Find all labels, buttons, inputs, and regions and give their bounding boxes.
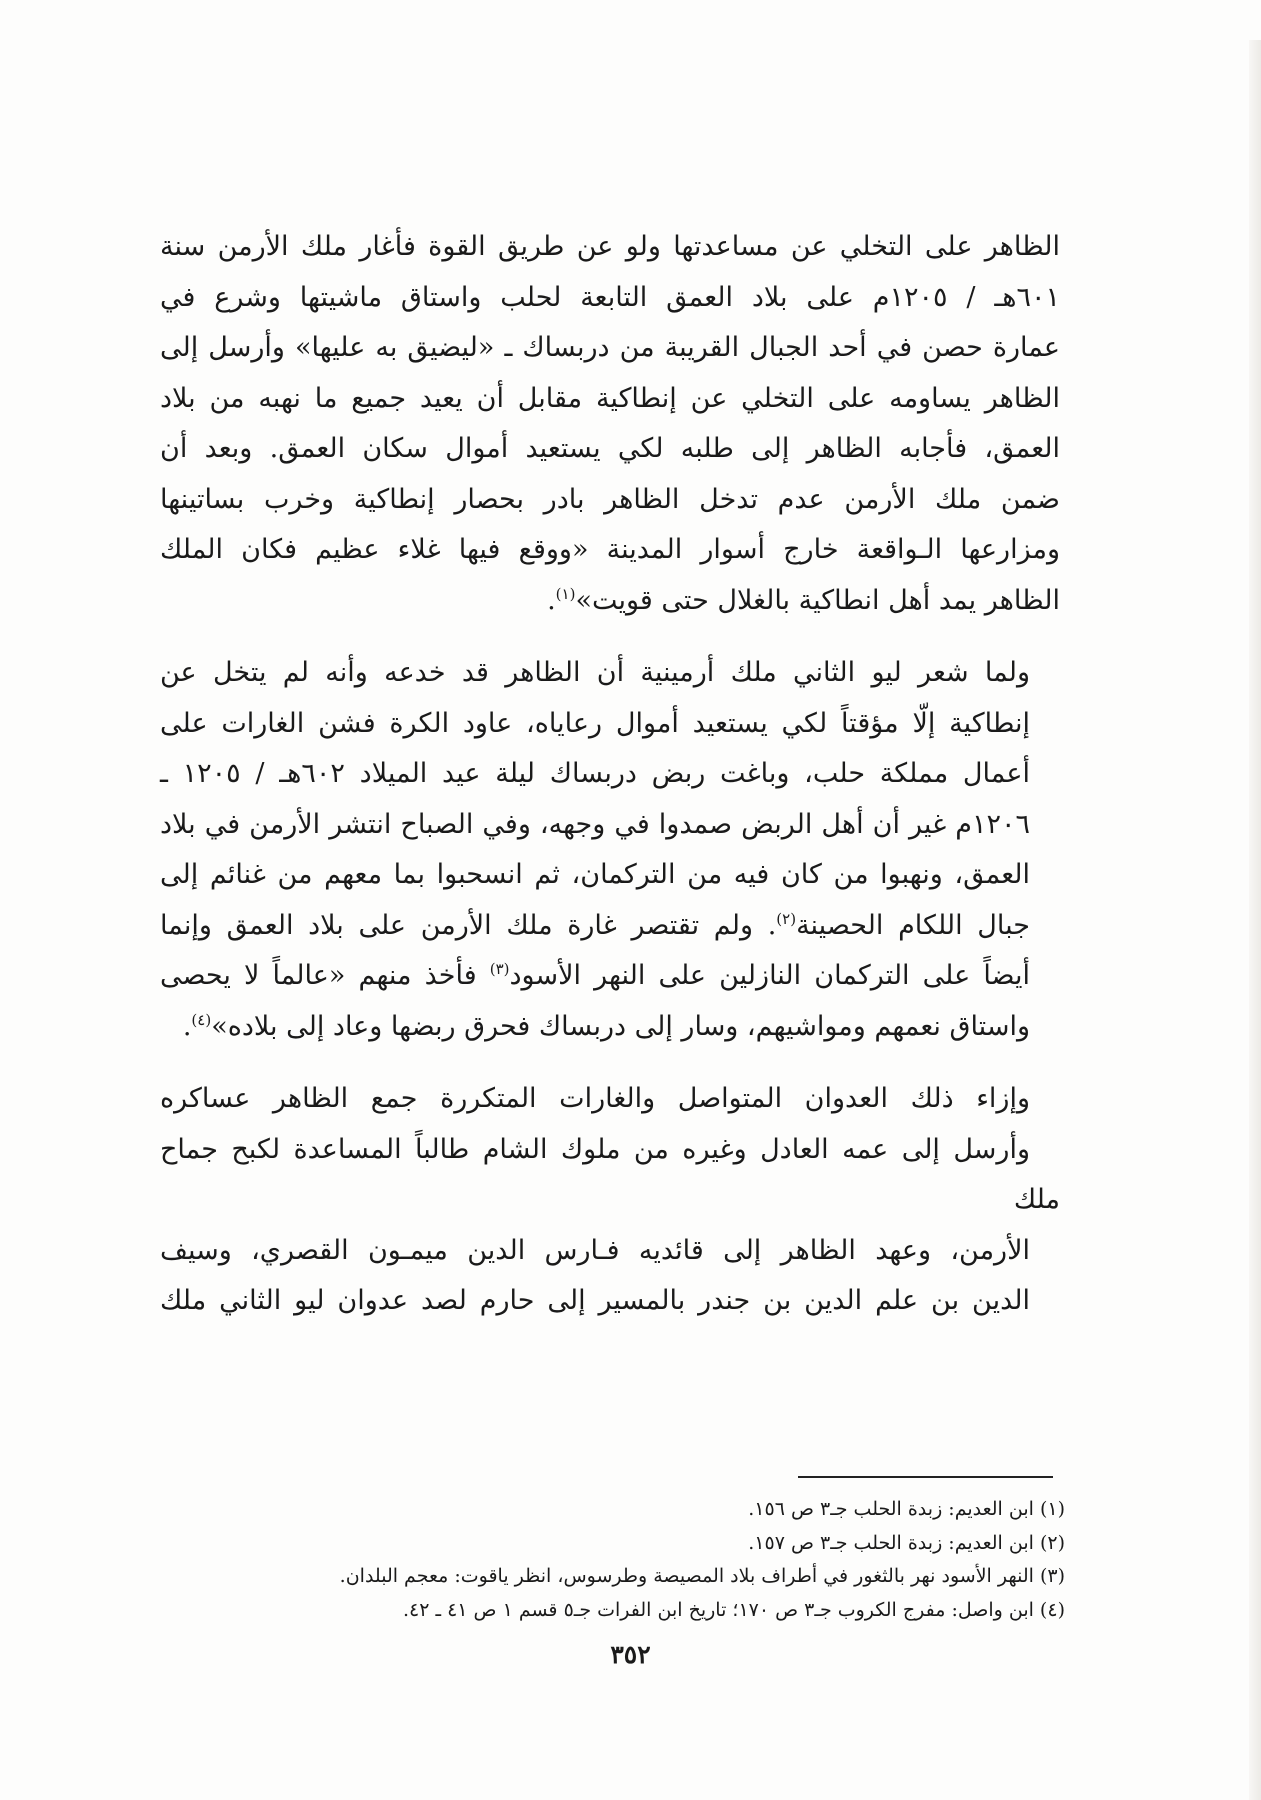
text-segment: . [182, 1010, 192, 1042]
text-line [160, 576, 1060, 627]
text-segment: جبال اللكام الحصينة [796, 909, 1030, 941]
paragraph-3 [160, 1074, 1060, 1327]
paragraph-2 [160, 648, 1060, 1052]
footnote-ref-1[interactable]: (١) [555, 584, 576, 603]
text-line: العمق، ونهبوا من كان فيه من التركمان، ثم انسحبوا بما معهم من غنائم إلى [160, 859, 1030, 890]
text-line: ٦٠١هـ / ١٢٠٥م على بلاد العمق التابعة لحلب واستاق ماشيتها وشرع في [160, 281, 1060, 313]
text-segment: فأخذ منهم «عالماً لا يحصى [160, 960, 490, 991]
footnote-divider [798, 1476, 1053, 1478]
footnote-ref-3[interactable]: (٣) [489, 960, 510, 978]
text-segment: . ولم تقتصر غارة ملك الأرمن على بلاد العمق وإنما [160, 909, 777, 941]
text-line [160, 1002, 1060, 1053]
text-line: إنطاكية إلّا مؤقتاً لكي يستعيد أموال رعاياه، عاود الكرة فشن الغارات على [160, 707, 1030, 739]
text-line: وإزاء ذلك العدوان المتواصل والغارات المتكررة جمع الظاهر عساكره [160, 1083, 1030, 1114]
text-segment: واستاق نعمهم ومواشيهم، وسار إلى دربساك فحرق ربضها وعاد إلى بلاده» [211, 1010, 1030, 1042]
text-line: عمارة حصن في أحد الجبال القريبة من دربساك ـ «ليضيق به عليها» وأرسل إلى [160, 332, 1060, 363]
text-line: ولما شعر ليو الثاني ملك أرمينية أن الظاهر قد خدعه وأنه لم يتخل عن [160, 657, 1030, 688]
text-segment: الظاهر يمد أهل انطاكية بالغلال حتى قويت» [575, 584, 1060, 616]
text-segment: أيضاً على التركمان النازلين على النهر الأسود [509, 960, 1030, 991]
text-line [160, 901, 1060, 952]
text-line: ومزارعها الـواقعة خارج أسوار المدينة «ووقع فيها غلاء عظيم فكان الملك [160, 534, 1060, 565]
footnote-4: (٤) ابن واصل: مفرج الكروب جـ٣ ص ١٧٠؛ تاريخ ابن الفرات جـ٥ قسم ١ ص ٤١ ـ ٤٢. [402, 1598, 1065, 1621]
body-text [160, 222, 1060, 1327]
footnotes [160, 1493, 1065, 1627]
text-line: الظاهر يساومه على التخلي عن إنطاكية مقابل أن يعيد جميع ما نهبه من بلاد [160, 382, 1060, 414]
text-line: ضمن ملك الأرمن عدم تدخل الظاهر بادر بحصار إنطاكية وخرب بساتينها [160, 483, 1060, 515]
text-line [160, 951, 1060, 1002]
text-line: وأرسل إلى عمه العادل وغيره من ملوك الشام طالباً المساعدة لكبح جماح ملك [160, 1133, 1060, 1215]
footnote-ref-2[interactable]: (٢) [776, 909, 797, 928]
text-line: الأرمن، وعهد الظاهر إلى قائديه فـارس الدين ميمـون القصري، وسيف [160, 1234, 1030, 1266]
text-line: الظاهر على التخلي عن مساعدتها ولو عن طريق القوة فأغار ملك الأرمن سنة [160, 231, 1060, 262]
text-line: الدين بن علم الدين بن جندر بالمسير إلى حارم لصد عدوان ليو الثاني ملك [160, 1285, 1030, 1316]
text-segment: . [547, 584, 556, 616]
footnote-1: (١) ابن العديم: زبدة الحلب جـ٣ ص ١٥٦. [748, 1498, 1065, 1520]
footnote-2: (٢) ابن العديم: زبدة الحلب جـ٣ ص ١٥٧. [748, 1531, 1065, 1554]
paragraph-1 [160, 222, 1060, 626]
text-line: ١٢٠٦م غير أن أهل الربض صمدوا في وجهه، وفي الصباح انتشر الأرمن في بلاد [160, 808, 1030, 840]
footnote-3: (٣) النهر الأسود نهر بالثغور في أطراف بلاد المصيصة وطرسوس، انظر ياقوت: معجم البلدان. [339, 1565, 1065, 1587]
page-edge-shadow [1249, 40, 1261, 1800]
text-line: أعمال مملكة حلب، وباغت ربض دربساك ليلة عيد الميلاد ٦٠٢هـ / ١٢٠٥ ـ [160, 758, 1030, 789]
text-line: العمق، فأجابه الظاهر إلى طلبه لكي يستعيد أموال سكان العمق. وبعد أن [160, 433, 1060, 464]
footnote-ref-4[interactable]: (٤) [191, 1010, 212, 1029]
page-number: ٣٥٢ [610, 1640, 651, 1669]
